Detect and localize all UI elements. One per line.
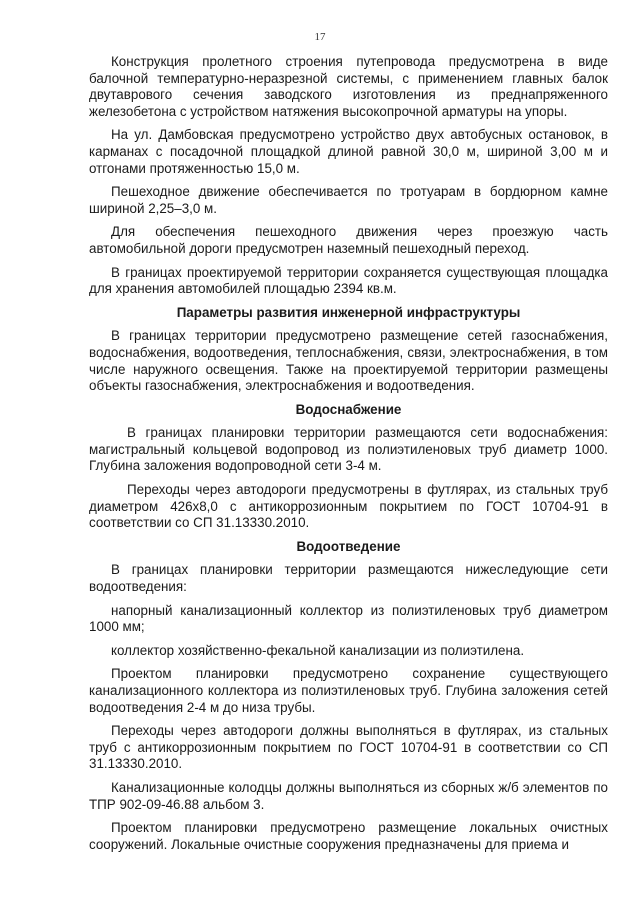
paragraph-drainage-crossings: Переходы через автодороги должны выполняться в футлярах, из стальных труб с антикоррозионным покрытием по ГОСТ 10704-91 в соответствии со СП 31.13330.2010. <box>89 723 608 772</box>
paragraph-sewage-collector: коллектор хозяйственно-фекальной канализации из полиэтилена. <box>111 642 525 658</box>
paragraph-existing-collector: Проектом планировки предусмотрено сохранение существующего канализационного коллектора из полиэтиленовых труб. Глубина заложения сетей водоотведения 2-4 м до низа трубы. <box>89 666 608 715</box>
paragraph-treatment-facilities: Проектом планировки предусмотрено размещение локальных очистных сооружений. Локальные очистные сооружения предназначены для приема и <box>89 820 608 852</box>
paragraph-manholes: Канализационные колодцы должны выполняться из сборных ж/б элементов по ТПР 902-09-46.88 альбом 3. <box>89 779 608 812</box>
paragraph-pedestrian-crossing: Для обеспечения пешеходного движения через проезжую часть автомобильной дороги предусмотрен наземный пешеходный переход. <box>89 224 608 256</box>
page-number: 17 <box>314 31 326 43</box>
document-body <box>89 54 608 860</box>
paragraph-water-supply-crossings: Переходы через автодороги предусмотрены в футлярах, из стальных труб диаметром 426х8,0 с антикоррозионным покрытием по ГОСТ 10704-91 в соответствии со СП 31.13330.2010. <box>89 482 608 531</box>
heading-drainage: Водоотведение <box>296 538 401 554</box>
paragraph-drainage-networks: В границах планировки территории размещаются нижеследующие сети водоотведения: <box>89 562 608 595</box>
paragraph-overpass-structure: Конструкция пролетного строения путепровода предусмотрена в виде балочной температурно-неразрезной системы, с применением главных балок двутаврового сечения заводского изготовления из преднапряженного железобетона с устройством натяжения высокопрочной арматуры на упоры. <box>89 54 608 119</box>
paragraph-bus-stops: На ул. Дамбовская предусмотрено устройство двух автобусных остановок, в карманах с посадочной площадкой длиной равной 30,0 м, шириной 3,00 м и отгонами протяженностью 15,0 м. <box>89 127 608 176</box>
paragraph-pressure-collector: напорный канализационный коллектор из полиэтиленовых труб диаметром 1000 мм; <box>89 602 608 635</box>
heading-infrastructure: Параметры развития инженерной инфраструктуры <box>176 304 521 320</box>
paragraph-water-supply-network: В границах планировки территории размещаются сети водоснабжения: магистральный кольцевой водопровод из полиэтиленовых труб диаметр 1000. Глубина заложения водопроводной сети 3-4 м. <box>89 425 608 474</box>
paragraph-parking-area: В границах проектируемой территории сохраняется существующая площадка для хранения автомобилей площадью 2394 кв.м. <box>89 264 608 297</box>
paragraph-infrastructure: В границах территории предусмотрено размещение сетей газоснабжения, водоснабжения, водоотведения, теплоснабжения, связи, электроснабжения, в том числе наружного освещения. Также на проектируемой территории размещены объекты газоснабжения, электроснабжения и водоотведения. <box>89 328 608 394</box>
heading-water-supply: Водоснабжение <box>295 401 402 417</box>
paragraph-pedestrian-sidewalks: Пешеходное движение обеспечивается по тротуарам в бордюрном камне шириной 2,25–3,0 м. <box>89 184 608 216</box>
